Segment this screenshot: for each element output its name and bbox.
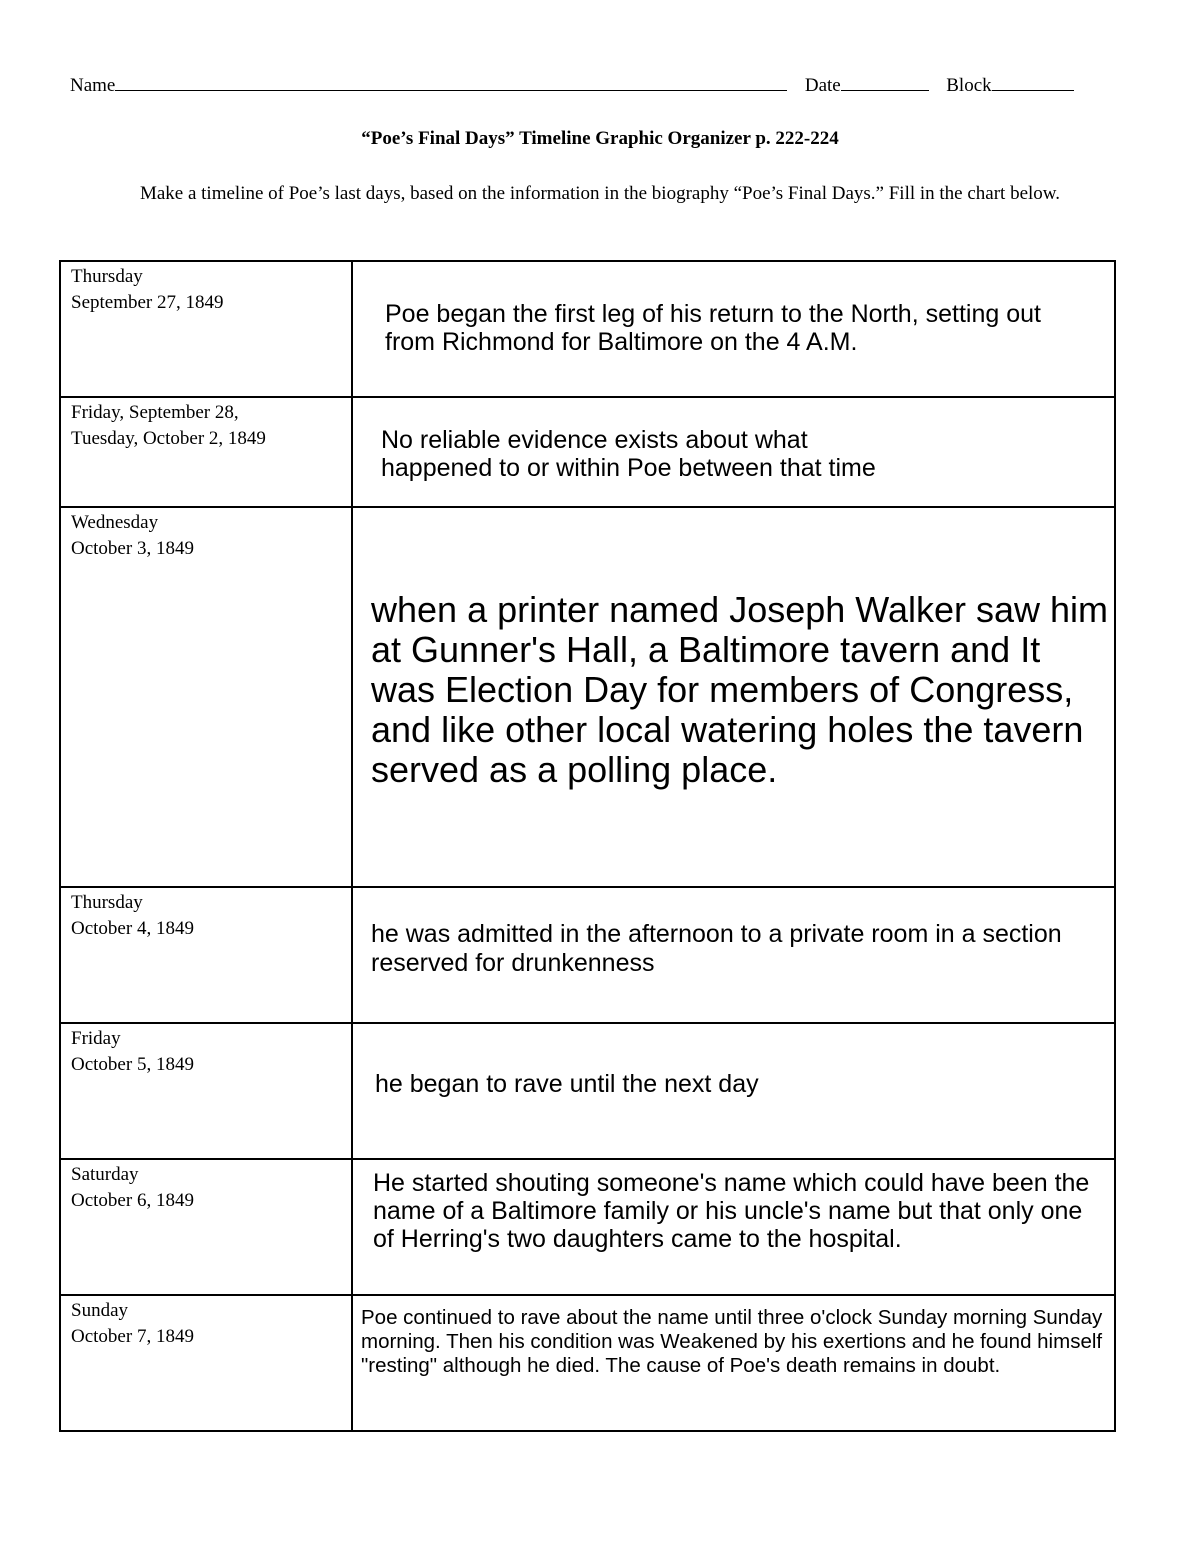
table-row (60, 1023, 1115, 1159)
day-label: Friday, September 28, (71, 402, 239, 423)
name-field-line[interactable] (115, 72, 787, 91)
date-label: October 6, 1849 (71, 1190, 194, 1211)
day-label: Thursday (71, 892, 143, 913)
date-label: October 4, 1849 (71, 918, 194, 939)
date-label: October 5, 1849 (71, 1054, 194, 1075)
event-text: No reliable evidence exists about what happened to or within Poe between that time (381, 426, 876, 482)
event-text: he began to rave until the next day (375, 1070, 759, 1098)
name-label: Name (70, 75, 116, 96)
date-label: Date (804, 75, 841, 96)
timeline-table (59, 260, 1116, 1432)
block-label: Block (946, 75, 992, 96)
event-text: Poe began the first leg of his return to the North, setting out from Richmond for Baltimore on the 4 A.M. (385, 300, 1041, 356)
date-label: September 27, 1849 (71, 292, 224, 313)
date-cell (60, 261, 352, 397)
event-text: Poe continued to rave about the name until three o'clock Sunday morning Sunday morning. Then his condition was Weakened by his exertions and he found himself "resting" although he died. The cause of Poe's death remains in doubt. (361, 1306, 1103, 1377)
day-label: Saturday (71, 1164, 139, 1185)
event-text: He started shouting someone's name which could have been the name of a Baltimore family or his uncle's name but that only one of Herring's two daughters came to the hospital. (373, 1169, 1090, 1253)
date-cell (60, 1159, 352, 1295)
day-label: Thursday (71, 266, 143, 287)
page-title: “Poe’s Final Days” Timeline Graphic Organizer p. 222-224 (361, 128, 839, 149)
table-row (60, 397, 1115, 507)
event-cell[interactable] (352, 1023, 1115, 1159)
date-cell (60, 887, 352, 1023)
date-cell (60, 397, 352, 507)
event-cell[interactable] (352, 887, 1115, 1023)
table-row (60, 261, 1115, 397)
day-label: Friday (71, 1028, 121, 1049)
table-row (60, 1159, 1115, 1295)
table-row (60, 887, 1115, 1023)
date-field-line[interactable] (841, 72, 929, 91)
date-label: October 7, 1849 (71, 1326, 194, 1347)
event-cell[interactable] (352, 1295, 1115, 1431)
date-label: October 3, 1849 (71, 538, 194, 559)
event-cell[interactable] (352, 397, 1115, 507)
event-text: he was admitted in the afternoon to a private room in a section reserved for drunkenness (371, 920, 1062, 977)
block-field-line[interactable] (992, 72, 1074, 91)
date-cell (60, 507, 352, 887)
event-cell[interactable] (352, 507, 1115, 887)
date-label: Tuesday, October 2, 1849 (71, 428, 266, 449)
event-text: when a printer named Joseph Walker saw him at Gunner's Hall, a Baltimore tavern and It was Election Day for members of Congress, and like other local watering holes the tavern served as a polling place. (371, 589, 1108, 790)
day-label: Wednesday (71, 512, 159, 533)
date-cell (60, 1023, 352, 1159)
instructions: Make a timeline of Poe’s last days, based on the information in the biography “Poe’s Final Days.” Fill in the chart below. (139, 183, 1061, 204)
event-cell[interactable] (352, 1159, 1115, 1295)
day-label: Sunday (71, 1300, 128, 1321)
table-row (60, 1295, 1115, 1431)
student-info-line (70, 72, 1130, 100)
event-cell[interactable] (352, 261, 1115, 397)
table-row (60, 507, 1115, 887)
date-cell (60, 1295, 352, 1431)
